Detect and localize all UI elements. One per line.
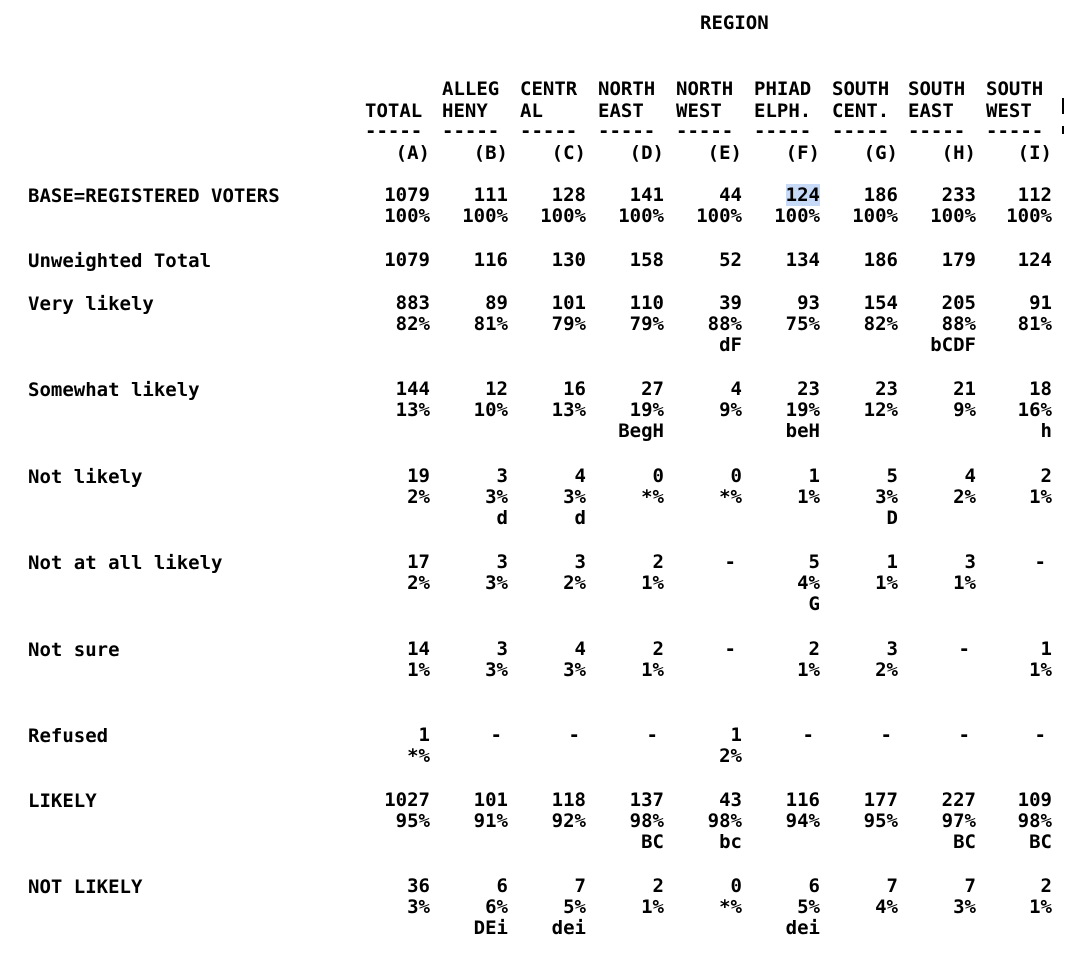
cell-count: 14 (407, 638, 430, 660)
column-letter: (F) (785, 142, 820, 164)
cell-percent: 2% (407, 572, 430, 594)
cell-count: 16 (563, 378, 586, 400)
cell-count: 23 (797, 378, 820, 400)
cell-count: 144 (395, 378, 430, 400)
cell-percent: 9% (719, 399, 742, 421)
cell-percent: 2% (407, 486, 430, 508)
cell-count: 205 (941, 292, 976, 314)
row-label: Not at all likely (28, 552, 223, 574)
cell-significance: G (808, 593, 820, 615)
cell-percent: 1% (641, 659, 664, 681)
cell-count: 0 (730, 465, 742, 487)
cell-percent: 97% (941, 810, 976, 832)
column-header-line1: SOUTH (832, 78, 890, 100)
cell-percent: 19% (785, 399, 820, 421)
cell-significance: BC (1029, 831, 1052, 853)
cell-count: 137 (629, 789, 664, 811)
column-header-line2: AL (520, 100, 543, 122)
cell-count: 141 (629, 184, 664, 206)
cell-percent: 100% (462, 205, 508, 227)
cell-percent: 79% (551, 313, 586, 335)
cell-significance: dF (719, 334, 742, 356)
column-letter: (E) (707, 142, 742, 164)
cell-percent: 1% (641, 896, 664, 918)
cell-count: 36 (407, 875, 430, 897)
cell-percent: 100% (930, 205, 976, 227)
cell-count: 27 (641, 378, 664, 400)
column-header-line2: ELPH. (754, 100, 812, 122)
column-header-line2: WEST (986, 100, 1032, 122)
column-letter: (D) (629, 142, 664, 164)
cell-count: 17 (407, 551, 430, 573)
cell-count: 1 (730, 724, 742, 746)
cell-percent: 100% (774, 205, 820, 227)
cell-percent: 3% (485, 659, 508, 681)
column-divider: ----- (520, 120, 578, 142)
cell-count: 186 (863, 184, 898, 206)
cell-count: 158 (629, 249, 664, 271)
cell-percent: 94% (785, 810, 820, 832)
cell-count: 1 (1040, 638, 1052, 660)
cell-count: 1027 (384, 789, 430, 811)
column-divider: ----- (908, 120, 966, 142)
cell-count: 112 (1017, 184, 1052, 206)
cell-percent: 98% (629, 810, 664, 832)
column-header-line2: CENT. (832, 100, 890, 122)
cell-percent: 100% (384, 205, 430, 227)
cell-percent: 9% (953, 399, 976, 421)
cell-count: 7 (574, 875, 586, 897)
column-header-line1: PHIAD (754, 78, 812, 100)
cell-count: 7 (886, 875, 898, 897)
cell-percent: 5% (563, 896, 586, 918)
cell-percent: 88% (707, 313, 742, 335)
cell-percent: 100% (696, 205, 742, 227)
cell-count: 39 (719, 292, 742, 314)
cell-percent: 88% (941, 313, 976, 335)
column-header-line1: NORTH (598, 78, 656, 100)
cell-count: 3 (496, 465, 508, 487)
cell-significance: d (496, 507, 508, 529)
cell-percent: 13% (551, 399, 586, 421)
cell-count: 154 (863, 292, 898, 314)
cell-percent: 13% (395, 399, 430, 421)
cell-significance: d (574, 507, 586, 529)
cell-count: 0 (652, 465, 664, 487)
column-divider: ----- (754, 120, 812, 142)
cell-percent: 95% (395, 810, 430, 832)
cell-count: 23 (875, 378, 898, 400)
cell-percent: 3% (563, 486, 586, 508)
cell-percent: 16% (1017, 399, 1052, 421)
cell-percent: 3% (953, 896, 976, 918)
cell-count: 2 (652, 551, 664, 573)
column-letter: (B) (473, 142, 508, 164)
cell-count: 118 (551, 789, 586, 811)
cell-count: 128 (551, 184, 586, 206)
cell-percent: 1% (797, 659, 820, 681)
cell-percent: 4% (797, 572, 820, 594)
cell-percent: 81% (1017, 313, 1052, 335)
cell-percent: 2% (719, 745, 742, 767)
row-label: Somewhat likely (28, 379, 200, 401)
cell-percent: 82% (863, 313, 898, 335)
column-header-line2: EAST (908, 100, 954, 122)
cell-percent: 1% (407, 659, 430, 681)
truncated-column-edge (1062, 126, 1064, 134)
cell-count: 110 (629, 292, 664, 314)
cell-count: 233 (941, 184, 976, 206)
cell-count: 116 (473, 249, 508, 271)
cell-count: - (568, 724, 580, 746)
cell-percent: 1% (953, 572, 976, 594)
cell-count (744, 185, 820, 206)
cell-count: 93 (797, 292, 820, 314)
cell-count: 177 (863, 789, 898, 811)
cell-count: - (724, 551, 736, 573)
cell-significance: BegH (618, 420, 664, 442)
cell-count: 2 (1040, 875, 1052, 897)
cell-percent: 3% (485, 572, 508, 594)
column-header-line1: NORTH (676, 78, 734, 100)
cell-significance: DEi (473, 917, 508, 939)
column-divider: ----- (442, 120, 500, 142)
cell-significance: D (886, 507, 898, 529)
cell-count: - (646, 724, 658, 746)
column-header-line1: SOUTH (986, 78, 1044, 100)
cell-percent: 1% (641, 572, 664, 594)
cell-count: 1 (418, 724, 430, 746)
cell-count: 5 (808, 551, 820, 573)
cell-count: - (958, 638, 970, 660)
cell-percent: 12% (863, 399, 898, 421)
column-letter: (I) (1017, 142, 1052, 164)
cell-percent: 95% (863, 810, 898, 832)
truncated-column-edge (1062, 98, 1064, 114)
cell-count: 3 (886, 638, 898, 660)
cell-count: 227 (941, 789, 976, 811)
cell-count: 5 (886, 465, 898, 487)
cell-percent: 10% (473, 399, 508, 421)
banner-title: REGION (700, 12, 769, 34)
cell-count: 116 (785, 789, 820, 811)
cell-count: 101 (551, 292, 586, 314)
cell-count: 179 (941, 249, 976, 271)
cell-count: - (724, 638, 736, 660)
cell-count: 2 (652, 638, 664, 660)
cell-count: 109 (1017, 789, 1052, 811)
cell-percent: 3% (407, 896, 430, 918)
column-divider: ----- (365, 120, 423, 142)
cell-significance: bc (719, 831, 742, 853)
cell-count: 4 (730, 378, 742, 400)
cell-count: - (958, 724, 970, 746)
cell-count: 2 (652, 875, 664, 897)
cell-percent: *% (407, 745, 430, 767)
cell-significance: dei (785, 917, 820, 939)
column-header-line2: TOTAL (365, 100, 423, 122)
cell-count: 7 (964, 875, 976, 897)
cell-count: 111 (473, 184, 508, 206)
cell-count: 12 (485, 378, 508, 400)
cell-count: 124 (1017, 249, 1052, 271)
cell-percent: 79% (629, 313, 664, 335)
cell-count: 1079 (384, 249, 430, 271)
cell-percent: *% (719, 486, 742, 508)
cell-percent: 1% (1029, 486, 1052, 508)
cell-count: - (880, 724, 892, 746)
cell-percent: 3% (485, 486, 508, 508)
cell-percent: 1% (1029, 896, 1052, 918)
cell-count: - (1034, 551, 1046, 573)
cell-count: 2 (1040, 465, 1052, 487)
column-letter: (C) (551, 142, 586, 164)
row-label: BASE=REGISTERED VOTERS (28, 185, 280, 207)
cell-count: 52 (719, 249, 742, 271)
cell-significance: beH (785, 420, 820, 442)
cell-count: 3 (496, 638, 508, 660)
cell-count: 91 (1029, 292, 1052, 314)
row-label: Unweighted Total (28, 250, 212, 272)
column-divider: ----- (986, 120, 1044, 142)
column-divider: ----- (598, 120, 656, 142)
cell-count: 4 (964, 465, 976, 487)
cell-percent: *% (719, 896, 742, 918)
row-label: NOT LIKELY (28, 876, 143, 898)
cell-count: 3 (496, 551, 508, 573)
cell-percent: 2% (563, 572, 586, 594)
cell-percent: 91% (473, 810, 508, 832)
cell-percent: 100% (618, 205, 664, 227)
column-header-line2: HENY (442, 100, 488, 122)
cell-significance: bCDF (930, 334, 976, 356)
column-header-line1: ALLEG (442, 78, 500, 100)
cell-significance: BC (641, 831, 664, 853)
cell-percent: 92% (551, 810, 586, 832)
cell-percent: 98% (1017, 810, 1052, 832)
column-letter: (A) (395, 142, 430, 164)
cell-percent: 100% (540, 205, 586, 227)
cell-percent: 5% (797, 896, 820, 918)
column-header-line1: CENTR (520, 78, 578, 100)
cell-count: 18 (1029, 378, 1052, 400)
cell-percent: 2% (953, 486, 976, 508)
cell-count: 21 (953, 378, 976, 400)
cell-count: 883 (395, 292, 430, 314)
row-label: Not likely (28, 466, 143, 488)
cell-count: 19 (407, 465, 430, 487)
cell-count: 43 (719, 789, 742, 811)
cell-count: 186 (863, 249, 898, 271)
cell-count: - (490, 724, 502, 746)
cell-percent: 100% (1006, 205, 1052, 227)
cell-count: 0 (730, 875, 742, 897)
cell-count: 1 (886, 551, 898, 573)
cell-percent: 4% (875, 896, 898, 918)
column-divider: ----- (676, 120, 734, 142)
cell-count: 6 (496, 875, 508, 897)
column-header-line2: WEST (676, 100, 722, 122)
cell-count: - (802, 724, 814, 746)
cell-percent: 2% (875, 659, 898, 681)
row-label: Not sure (28, 639, 120, 661)
cell-percent: 1% (875, 572, 898, 594)
column-header-line1: SOUTH (908, 78, 966, 100)
cell-percent: 98% (707, 810, 742, 832)
cell-significance: dei (551, 917, 586, 939)
cell-percent: 19% (629, 399, 664, 421)
cell-percent: 81% (473, 313, 508, 335)
row-label: LIKELY (28, 790, 97, 812)
selected-cell-highlight[interactable]: 124 (785, 184, 820, 206)
cell-count: 4 (574, 638, 586, 660)
cell-percent: 3% (875, 486, 898, 508)
cell-percent: 100% (852, 205, 898, 227)
column-letter: (G) (863, 142, 898, 164)
cell-count: 134 (785, 249, 820, 271)
cell-percent: 75% (785, 313, 820, 335)
cell-count: 1079 (384, 184, 430, 206)
cell-count: 44 (719, 184, 742, 206)
cell-percent: 82% (395, 313, 430, 335)
cell-count: 6 (808, 875, 820, 897)
cell-significance: BC (953, 831, 976, 853)
row-label: Very likely (28, 293, 154, 315)
cell-percent: 1% (797, 486, 820, 508)
cell-count: 2 (808, 638, 820, 660)
cell-count: 4 (574, 465, 586, 487)
column-divider: ----- (832, 120, 890, 142)
cell-percent: 3% (563, 659, 586, 681)
cell-count: 89 (485, 292, 508, 314)
column-header-line2: EAST (598, 100, 644, 122)
cell-significance: h (1040, 420, 1052, 442)
cell-count: 3 (964, 551, 976, 573)
cell-count: - (1034, 724, 1046, 746)
row-label: Refused (28, 725, 109, 747)
cell-percent: 1% (1029, 659, 1052, 681)
cell-count: 1 (808, 465, 820, 487)
cell-percent: *% (641, 486, 664, 508)
column-letter: (H) (941, 142, 976, 164)
cell-count: 130 (551, 249, 586, 271)
cell-count: 101 (473, 789, 508, 811)
cell-count: 3 (574, 551, 586, 573)
cell-percent: 6% (485, 896, 508, 918)
